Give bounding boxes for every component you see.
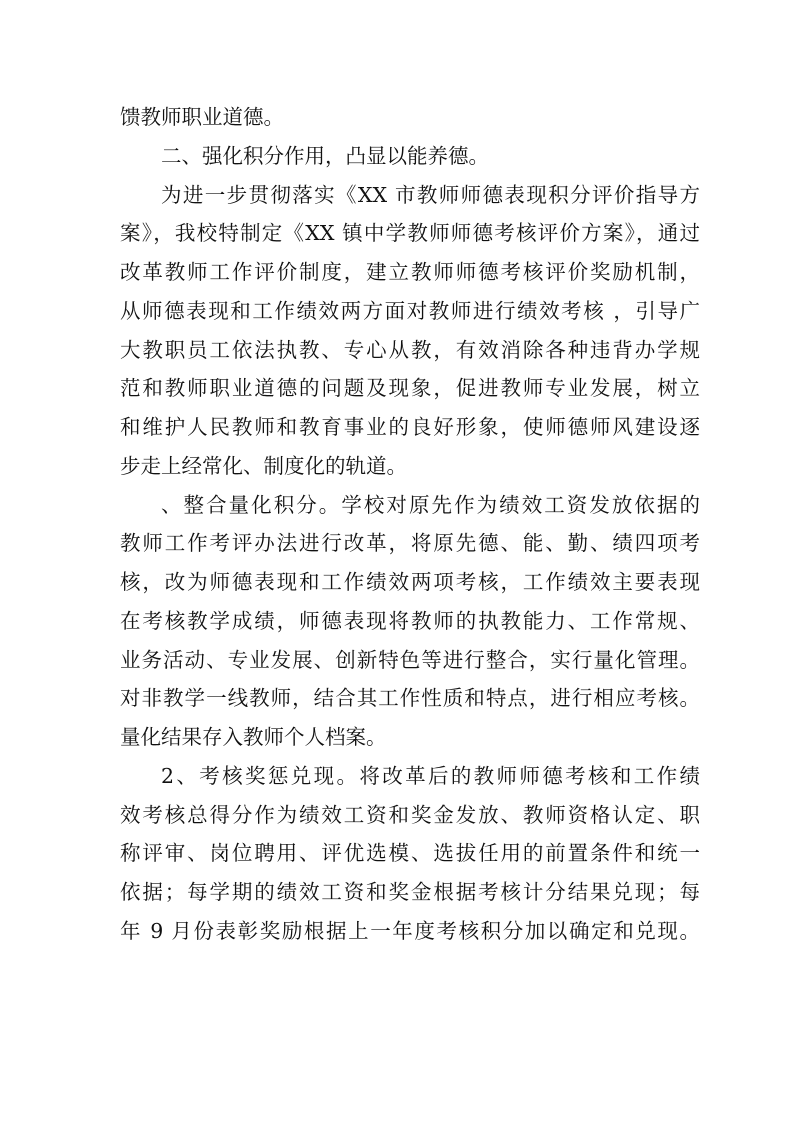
text-line: 业务活动、专业发展、创新特色等进行整合，实行量化管理。 xyxy=(120,647,700,672)
text-line: 对非教学一线教师，结合其工作性质和特点，进行相应考核。 xyxy=(120,686,700,711)
text-line: 效考核总得分作为绩效工资和奖金发放、教师资格认定、职 xyxy=(120,802,700,827)
text-line: 称评审、岗位聘用、评优选模、选拔任用的前置条件和统一 xyxy=(120,841,700,866)
text-line: 从师德表现和工作绩效两方面对教师进行绩效考核 ，引导广 xyxy=(120,298,700,323)
document-body xyxy=(120,98,700,951)
text-line: 为进一步贯彻落实《XX 市教师师德表现积分评价指导方 xyxy=(161,182,700,207)
text-line: 2、考核奖惩兑现。将改革后的教师师德考核和工作绩 xyxy=(161,763,700,788)
text-line: 依据；每学期的绩效工资和奖金根据考核计分结果兑现；每 xyxy=(120,880,700,904)
text-line: 范和教师职业道德的问题及现象，促进教师专业发展，树立 xyxy=(120,376,700,401)
text-line: 年 9 月份表彰奖励根据上一年度考核积分加以确定和兑现。 xyxy=(120,918,700,943)
text-line: 核，改为师德表现和工作绩效两项考核，工作绩效主要表现 xyxy=(120,570,700,594)
text-line: 馈教师职业道德。 xyxy=(120,105,284,129)
text-line: 案》，我校特制定《XX 镇中学教师师德考核评价方案》，通过 xyxy=(120,221,700,246)
text-line: 在考核教学成绩，师德表现将教师的执教能力、工作常规、 xyxy=(120,608,700,633)
text-line: 改革教师工作评价制度，建立教师师德考核评价奖励机制， xyxy=(120,260,700,284)
text-line: 和维护人民教师和教育事业的良好形象，使师德师风建设逐 xyxy=(120,415,700,439)
text-line: 步走上经常化、制度化的轨道。 xyxy=(120,453,407,478)
text-line: 量化结果存入教师个人档案。 xyxy=(120,725,387,749)
text-line: 大教职员工依法执教、专心从教，有效消除各种违背办学规 xyxy=(120,337,700,362)
section-heading: 二、强化积分作用，凸显以能养德。 xyxy=(161,143,489,168)
text-line: 、整合量化积分。学校对原先作为绩效工资发放依据的 xyxy=(161,492,700,517)
text-line: 教师工作考评办法进行改革，将原先德、能、勤、绩四项考 xyxy=(120,531,700,556)
